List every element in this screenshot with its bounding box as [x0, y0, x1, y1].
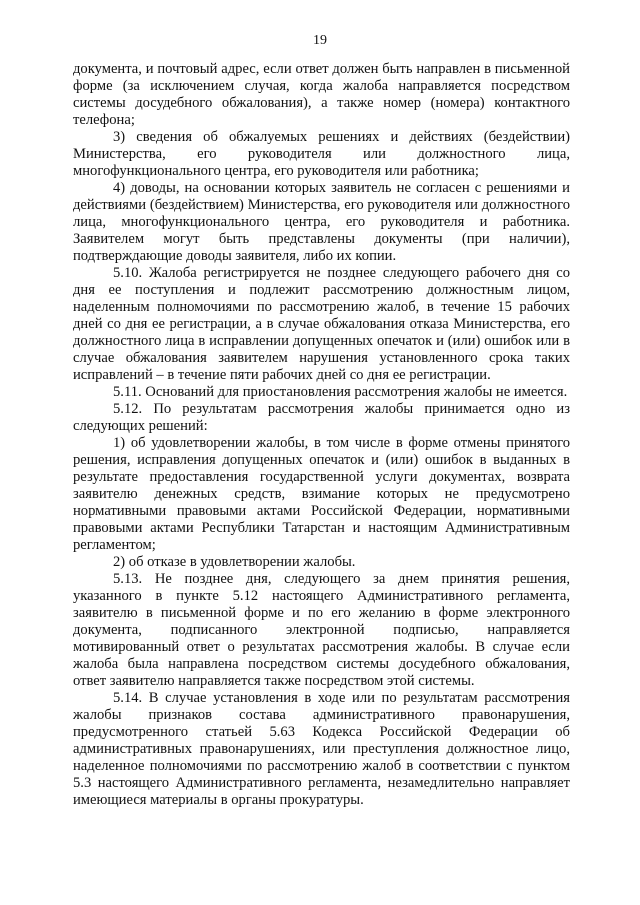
paragraph-continuation: документа, и почтовый адрес, если ответ должен быть направлен в письменной форме (за исключением случая, когда жалоба направляется посредством системы досудебного обжалования), а также номер (номера) контактного телефона;	[73, 61, 570, 128]
document-body	[73, 61, 570, 809]
page-number: 19	[313, 33, 327, 48]
paragraph-5-11: 5.11. Оснований для приостановления рассмотрения жалобы не имеется.	[113, 384, 568, 400]
paragraph-decision-1: 1) об удовлетворении жалобы, в том числе в форме отмены принятого решения, исправления допущенных опечаток и (или) ошибок в выданных в результате предоставления государственной услуги документах, возврата заявителю денежных средств, взимание которых не предусмотрено нормативными правовыми актами Российской Федерации, нормативными правовыми актами Республики Татарстан и настоящим Административным регламентом;	[73, 435, 570, 553]
paragraph-decision-2: 2) об отказе в удовлетворении жалобы.	[113, 554, 356, 570]
paragraph-5-13: 5.13. Не позднее дня, следующего за днем принятия решения, указанного в пункте 5.12 настоящего Административного регламента, заявителю в письменной форме и по его желанию в форме электронного документа, подписанного электронной подписью, направляется мотивированный ответ о результатах рассмотрения жалобы. В случае если жалоба была направлена посредством системы досудебного обжалования, ответ заявителю направляется также посредством этой системы.	[73, 571, 570, 689]
paragraph-5-14: 5.14. В случае установления в ходе или по результатам рассмотрения жалобы признаков состава административного правонарушения, предусмотренного статьей 5.63 Кодекса Российской Федерации об административных правонарушениях, или преступления должностное лицо, наделенное полномочиями по рассмотрению жалоб в соответствии с пунктом 5.3 настоящего Административного регламента, незамедлительно направляет имеющиеся материалы в органы прокуратуры.	[73, 690, 570, 808]
paragraph-item-4: 4) доводы, на основании которых заявитель не согласен с решениями и действиями (бездействием) Министерства, его руководителя или должностного лица, многофункционального центра, его руководителя и работника. Заявителем могут быть представлены документы (при наличии), подтверждающие доводы заявителя, либо их копии.	[73, 180, 570, 264]
paragraph-item-3: 3) сведения об обжалуемых решениях и действиях (бездействии) Министерства, его руководителя или должностного лица, многофункционального центра, его руководителя или работника;	[73, 129, 570, 179]
paragraph-5-12: 5.12. По результатам рассмотрения жалобы принимается одно из следующих решений:	[73, 401, 570, 434]
paragraph-5-10: 5.10. Жалоба регистрируется не позднее следующего рабочего дня со дня ее поступления и подлежит рассмотрению должностным лицом, наделенным полномочиями по рассмотрению жалоб, в течение 15 рабочих дней со дня ее регистрации, а в случае обжалования отказа Министерства, его должностного лица в исправлении допущенных опечаток и (или) ошибок или в случае обжалования заявителем нарушения установленного срока таких исправлений – в течение пяти рабочих дней со дня ее регистрации.	[73, 265, 570, 383]
